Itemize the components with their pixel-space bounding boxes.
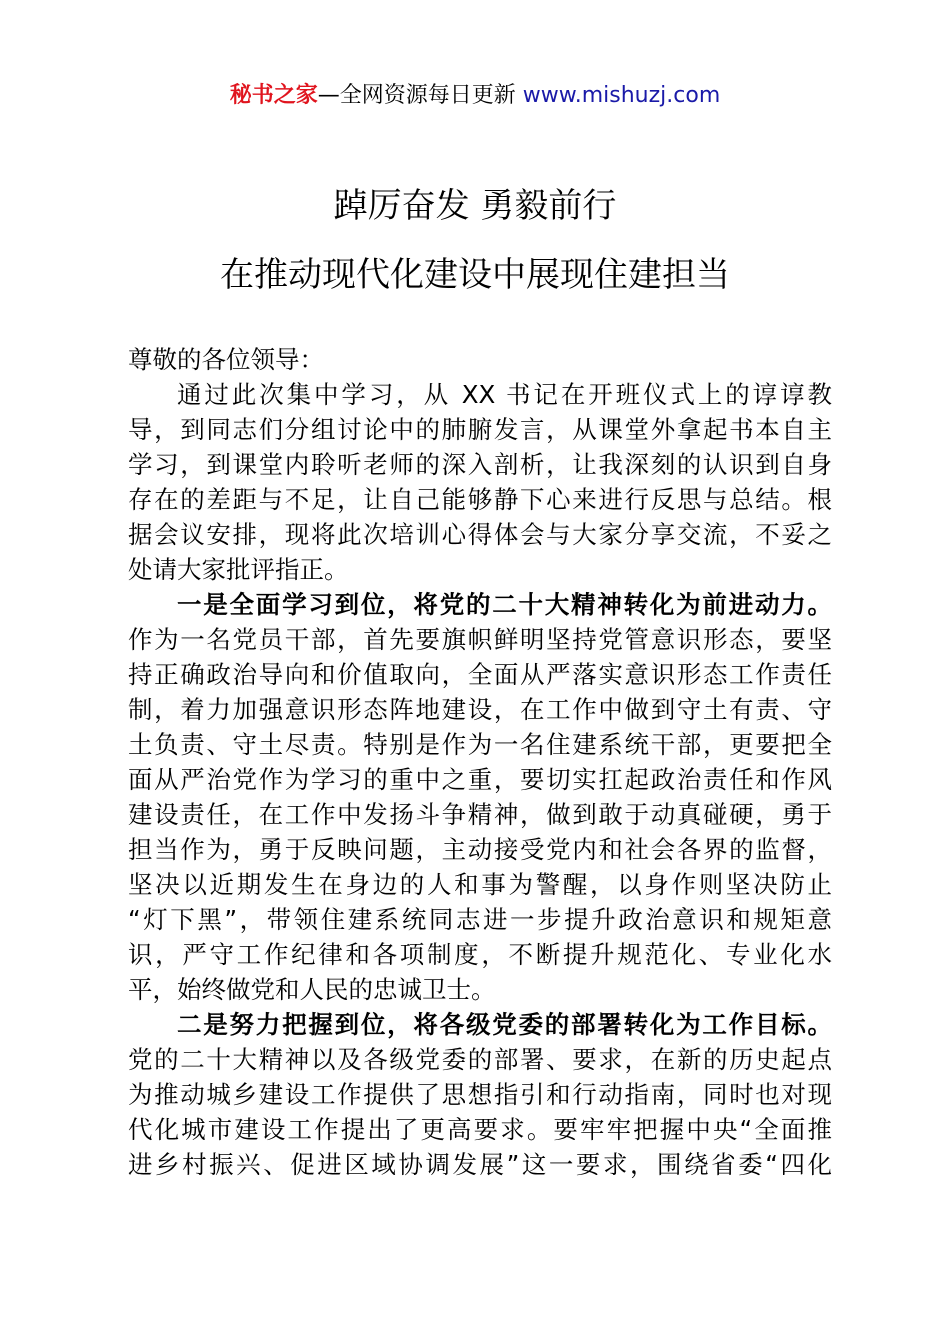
paragraph-line: 进乡村振兴、促进区域协调发展”这一要求，围绕省委“四化 bbox=[128, 1150, 832, 1179]
section-heading: 一是全面学习到位，将党的二十大精神转化为前进动力。 bbox=[177, 590, 832, 619]
paragraph-line: 制，着力加强意识形态阵地建设，在工作中做到守土有责、守 bbox=[128, 695, 832, 724]
section-heading: 二是努力把握到位，将各级党委的部署转化为工作目标。 bbox=[177, 1010, 832, 1039]
document-subtitle: 在推动现代化建设中展现住建担当 bbox=[220, 255, 730, 295]
paragraph-line: 面从严治党作为学习的重中之重，要切实扛起政治责任和作风 bbox=[128, 765, 832, 794]
salutation: 尊敬的各位领导： bbox=[128, 345, 324, 374]
site-url-link[interactable]: www.mishuzj.com bbox=[522, 83, 721, 108]
paragraph-line: 处请大家批评指正。 bbox=[128, 555, 349, 584]
paragraph-line: 据会议安排，现将此次培训心得体会与大家分享交流，不妥之 bbox=[128, 520, 832, 549]
paragraph-line: 建设责任，在工作中发扬斗争精神，做到敢于动真碰硬，勇于 bbox=[128, 800, 832, 829]
paragraph-line: 为推动城乡建设工作提供了思想指引和行动指南，同时也对现 bbox=[128, 1080, 832, 1109]
site-header bbox=[0, 80, 950, 112]
paragraph-line: 代化城市建设工作提出了更高要求。要牢牢把握中央“全面推 bbox=[128, 1115, 832, 1144]
paragraph-line: 学习，到课堂内聆听老师的深入剖析，让我深刻的认识到自身 bbox=[128, 450, 832, 479]
paragraph-line: 担当作为，勇于反映问题，主动接受党内和社会各界的监督， bbox=[128, 835, 832, 864]
paragraph-line: 识，严守工作纪律和各项制度，不断提升规范化、专业化水 bbox=[128, 940, 832, 969]
document-title: 踔厉奋发 勇毅前行 bbox=[333, 186, 617, 226]
paragraph-line: “灯下黑”，带领住建系统同志进一步提升政治意识和规矩意 bbox=[128, 905, 832, 934]
paragraph-line: 存在的差距与不足，让自己能够静下心来进行反思与总结。根 bbox=[128, 485, 832, 514]
document-body bbox=[128, 342, 832, 1182]
paragraph-line: 作为一名党员干部，首先要旗帜鲜明坚持党管意识形态，要坚 bbox=[128, 625, 832, 654]
paragraph-line: 党的二十大精神以及各级党委的部署、要求，在新的历史起点 bbox=[128, 1045, 832, 1074]
paragraph-line: 导，到同志们分组讨论中的肺腑发言，从课堂外拿起书本自主 bbox=[128, 415, 832, 444]
site-brand: 秘书之家 bbox=[229, 83, 318, 108]
paragraph-line: 通过此次集中学习，从 XX 书记在开班仪式上的谆谆教 bbox=[177, 380, 832, 409]
site-tagline: —全网资源每日更新 bbox=[317, 83, 516, 108]
paragraph-line: 土负责、守土尽责。特别是作为一名住建系统干部，更要把全 bbox=[128, 730, 832, 759]
paragraph-line: 持正确政治导向和价值取向，全面从严落实意识形态工作责任 bbox=[128, 660, 832, 689]
paragraph-line: 平，始终做党和人民的忠诚卫士。 bbox=[128, 975, 496, 1004]
paragraph-line: 坚决以近期发生在身边的人和事为警醒，以身作则坚决防止 bbox=[128, 870, 832, 899]
